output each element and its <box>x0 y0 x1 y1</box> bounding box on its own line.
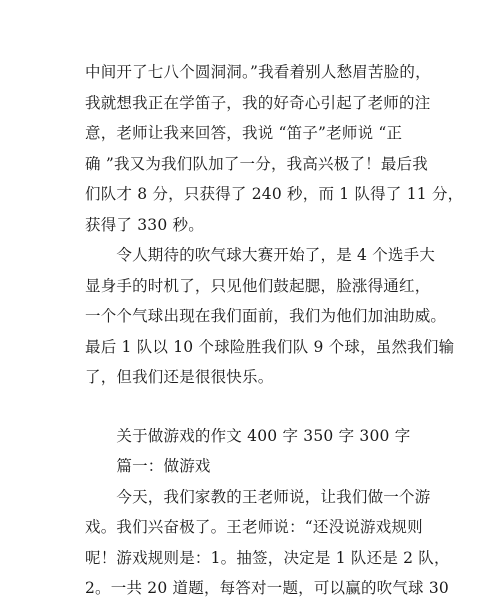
text-line: 们队才 8 分，只获得了 240 秒，而 1 队得了 11 分， <box>85 185 464 203</box>
text-line: 中间开了七八个圆洞洞。”我看着别人愁眉苦脸的， <box>85 63 431 81</box>
text-line: 2。一共 20 道题，每答对一题，可以赢的吹气球 30 <box>85 579 449 597</box>
text-line: 我就想我正在学笛子，我的好奇心引起了老师的注 <box>85 94 431 112</box>
text-line: 显身手的时机了，只见他们鼓起腮，脸涨得通红， <box>85 277 431 295</box>
article-title: 关于做游戏的作文 400 字 350 字 300 字 <box>85 427 411 445</box>
text-line: 确 ”我又为我们队加了一分，我高兴极了！最后我 <box>85 155 428 173</box>
text-line: 今天，我们家教的王老师说，让我们做一个游 <box>85 488 431 506</box>
text-line: 获得了 330 秒。 <box>85 216 204 234</box>
text-line: 意，老师让我来回答，我说 “笛子”老师说 “正 <box>85 124 403 142</box>
text-line: 一个个气球出现在我们面前，我们为他们加油助威。 <box>85 307 447 325</box>
section-heading: 篇一：做游戏 <box>85 457 211 475</box>
text-line: 呢！游戏规则是：1。抽签，决定是 1 队还是 2 队， <box>85 549 450 567</box>
text-line: 戏。我们兴奋极了。王老师说：“还没说游戏规则 <box>85 518 423 536</box>
text-line: 了，但我们还是很很快乐。 <box>85 368 274 386</box>
text-line: 令人期待的吹气球大赛开始了，是 4 个选手大 <box>85 246 436 264</box>
text-line: 最后 1 队以 10 个球险胜我们队 9 个球，虽然我们输 <box>85 338 455 356</box>
